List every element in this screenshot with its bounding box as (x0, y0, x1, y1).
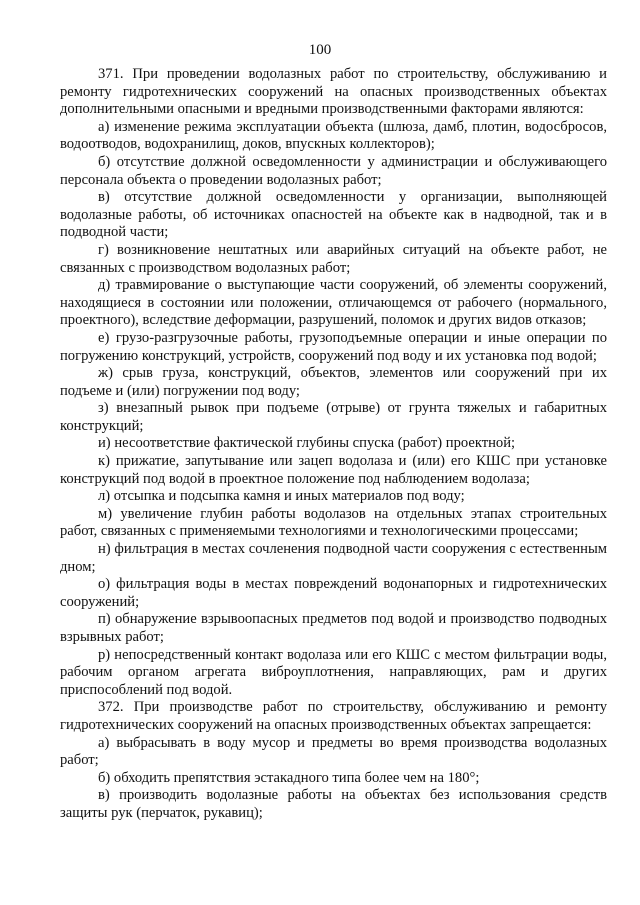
list-item-o: о) фильтрация воды в местах повреждений водонапорных и гидротехнических сооружений; (60, 576, 607, 610)
list-item-r: р) непосредственный контакт водолаза или его КШС с местом фильтрации воды, рабочим органом агрегата виброуплотнения, направляющих, рам и других приспособлений под водой. (60, 646, 607, 698)
list-item-l: л) отсыпка и подсыпка камня и иных материалов под воду; (98, 488, 465, 505)
list-item-m: м) увеличение глубин работы водолазов на отдельных этапах строительных работ, связанных с применяемыми технологиями и технологическими процессами; (60, 505, 607, 540)
list-item-d: д) травмирование о выступающие части сооружений, об элементы сооружений, находящиеся в состоянии или положении, отличающемся от рабочего (нормального, проектного), вследствие деформации, разрушений, поломок и других видов отказов; (60, 277, 607, 329)
list-item-b-2: б) обходить препятствия эстакадного типа более чем на 180°; (98, 769, 480, 786)
list-item-i: и) несоответствие фактической глубины спуска (работ) проектной; (98, 435, 516, 452)
list-item-k: к) прижатие, запутывание или зацеп водолаза и (или) его КШС при установке конструкций под водой в проектное положение под наблюдением водолаза; (60, 453, 607, 487)
list-item-a-2: а) выбрасывать в воду мусор и предметы во время производства водолазных работ; (60, 734, 607, 769)
list-item-v: в) отсутствие должной осведомленности у организации, выполняющей водолазные работы, об источниках опасностей на объекте как в надводной, так и в подводной части; (60, 189, 607, 241)
paragraph-372: 372. При производстве работ по строительству, обслуживанию и ремонту гидротехнических сооружений на опасных производственных объектах запрещается: (60, 699, 607, 733)
list-item-n: н) фильтрация в местах сочленения подводной части сооружения с естественным дном; (60, 541, 607, 575)
list-item-zh: ж) срыв груза, конструкций, объектов, элементов или сооружений при их подъеме и (или) погружении под воду; (60, 365, 607, 399)
page-number: 100 (308, 42, 332, 58)
list-item-v-2: в) производить водолазные работы на объектах без использования средств защиты рук (перчаток, рукавиц); (60, 787, 607, 821)
paragraph-371: 371. При проведении водолазных работ по строительству, обслуживанию и ремонту гидротехнических сооружений на опасных производственных объектах дополнительными опасными и вредными производственными факторами являются: (60, 66, 607, 118)
list-item-p: п) обнаружение взрывоопасных предметов под водой и производство подводных взрывных работ; (60, 611, 607, 645)
list-item-z: з) внезапный рывок при подъеме (отрыве) от грунта тяжелых и габаритных конструкций; (60, 400, 607, 434)
list-item-e: е) грузо-разгрузочные работы, грузоподъемные операции и иные операции по погружению конструкций, устройств, сооружений под воду и их установка под водой; (60, 329, 607, 364)
list-item-a: а) изменение режима эксплуатации объекта (шлюза, дамб, плотин, водосбросов, водоотводов, водохранилищ, доков, впускных коллекторов); (60, 118, 607, 153)
list-item-g: г) возникновение нештатных или аварийных ситуаций на объекте работ, не связанных с производством водолазных работ; (60, 241, 607, 276)
list-item-b: б) отсутствие должной осведомленности у администрации и обслуживающего персонала объекта о проведении водолазных работ; (60, 153, 607, 188)
document-body (60, 66, 607, 823)
